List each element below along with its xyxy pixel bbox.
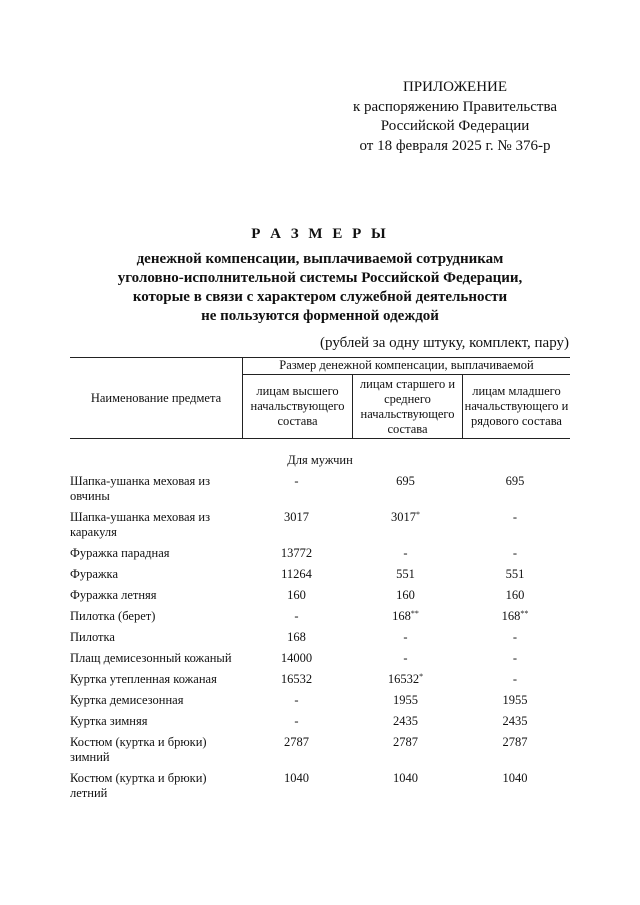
value-senior: 2787: [284, 735, 309, 749]
table-row: [70, 510, 570, 540]
item-name: Пилотка: [70, 630, 115, 644]
value-senior: -: [294, 474, 299, 488]
value-middle: 1040: [393, 771, 418, 785]
value-senior: -: [294, 693, 299, 707]
item-name: Пилотка (берет): [70, 609, 156, 623]
appendix-line-1: к распоряжению Правительства: [352, 98, 557, 115]
item-name: Куртка утепленная кожаная: [70, 672, 217, 686]
value-junior: -: [512, 672, 518, 686]
subtitle-line-2: уголовно-исполнительной системы Российской Федерации,: [117, 270, 523, 286]
table-row: [70, 630, 570, 645]
appendix-block: [340, 78, 570, 156]
table-row: [70, 474, 570, 504]
item-name: Фуражка парадная: [70, 546, 170, 560]
item-name: Куртка зимняя: [70, 714, 148, 728]
value-middle: 168**: [392, 609, 419, 623]
item-name: Фуражка летняя: [70, 588, 157, 602]
value-junior: -: [512, 510, 518, 524]
item-name: Шапка-ушанка меховая из овчины: [70, 474, 211, 503]
value-junior: 695: [505, 474, 525, 488]
value-junior: 551: [505, 567, 525, 581]
document-subtitle: [70, 250, 570, 326]
appendix-line-3: от 18 февраля 2025 г. № 376-р: [359, 137, 551, 154]
value-middle: 16532*: [387, 672, 424, 686]
value-senior: 11264: [281, 567, 312, 581]
subtitle-line-4: не пользуются форменной одеждой: [201, 308, 439, 324]
units-note: (рублей за одну штуку, комплект, пару): [320, 335, 569, 351]
footnote-mark: *: [416, 510, 420, 519]
table-row: [70, 771, 570, 801]
header-item-name: Наименование предмета: [70, 358, 243, 438]
appendix-title: ПРИЛОЖЕНИЕ: [402, 79, 508, 95]
value-senior: 14000: [280, 651, 313, 665]
value-junior: 1040: [502, 771, 528, 785]
item-name: Куртка демисезонная: [70, 693, 184, 707]
table-row: [70, 693, 570, 708]
table-row: [70, 672, 570, 687]
footnote-mark: **: [410, 609, 419, 618]
header-middle-command: лицам старшего и среднего начальствующего состава: [353, 375, 463, 438]
footnote-mark: *: [419, 672, 424, 681]
value-senior: 3017: [284, 510, 309, 524]
value-junior: -: [512, 546, 518, 560]
item-name: Костюм (куртка и брюки) зимний: [70, 735, 207, 764]
header-compensation-group: Размер денежной компенсации, выплачиваемой: [243, 358, 570, 375]
value-junior: 2787: [502, 735, 528, 749]
item-name: Шапка-ушанка меховая из каракуля: [70, 510, 211, 539]
table-header: [70, 357, 570, 439]
table-row: [70, 609, 570, 624]
value-middle: 3017*: [391, 510, 420, 524]
footnote-mark: **: [520, 609, 529, 618]
value-junior: -: [512, 651, 518, 665]
table-body: [70, 474, 570, 801]
item-name: Костюм (куртка и брюки) летний: [70, 771, 207, 800]
table-row: [70, 546, 570, 561]
value-senior: 168: [287, 630, 306, 644]
value-middle: 2787: [393, 735, 418, 749]
value-senior: 1040: [284, 771, 309, 785]
value-middle: -: [403, 651, 408, 665]
header-junior-rank: лицам младшего начальствующего и рядового состава: [464, 384, 569, 428]
value-middle: 695: [396, 474, 415, 488]
appendix-line-2: Российской Федерации: [380, 118, 530, 134]
value-middle: 1955: [393, 693, 418, 707]
value-middle: -: [403, 630, 408, 644]
value-middle: 551: [396, 567, 415, 581]
item-name: Фуражка: [70, 567, 118, 581]
table-row: [70, 735, 570, 765]
value-senior: 160: [287, 588, 306, 602]
item-name: Плащ демисезонный кожаный: [70, 651, 232, 665]
value-senior: 16532: [280, 672, 313, 686]
header-senior-command: лицам высшего начальствующего состава: [243, 375, 353, 438]
value-senior: -: [294, 714, 299, 728]
table-row: [70, 567, 570, 582]
value-junior: 2435: [502, 714, 528, 728]
subtitle-line-1: денежной компенсации, выплачиваемой сотрудникам: [136, 251, 504, 267]
table-row: [70, 588, 570, 603]
value-middle: -: [403, 546, 408, 560]
value-senior: 13772: [280, 546, 313, 560]
section-men: Для мужчин: [287, 453, 353, 467]
table-row: [70, 714, 570, 729]
value-junior: 168**: [501, 609, 529, 623]
table-row: [70, 651, 570, 666]
value-junior: 1955: [502, 693, 528, 707]
value-senior: -: [294, 609, 299, 623]
value-junior: 160: [505, 588, 525, 602]
value-middle: 2435: [393, 714, 418, 728]
value-junior: -: [512, 630, 518, 644]
value-middle: 160: [396, 588, 415, 602]
subtitle-line-3: которые в связи с характером служебной деятельности: [132, 289, 508, 305]
compensation-table: [70, 357, 570, 801]
document-title: Р А З М Е Р Ы: [251, 226, 389, 242]
